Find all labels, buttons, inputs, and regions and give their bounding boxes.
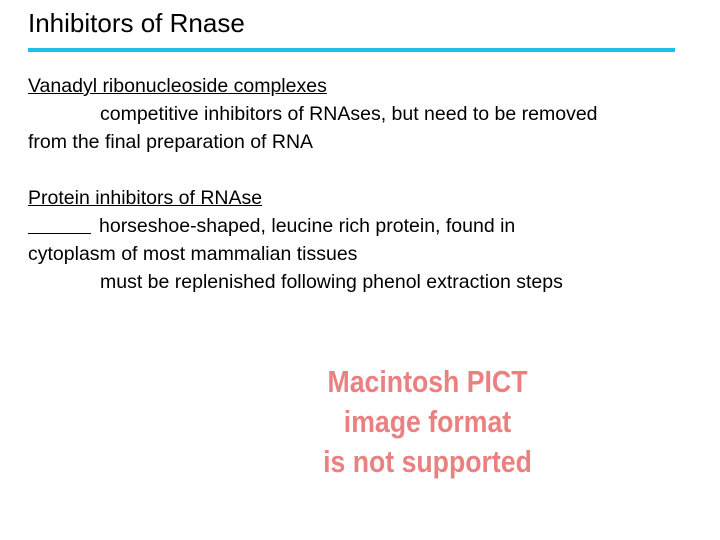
section-gap xyxy=(28,156,718,184)
title-underline-rule xyxy=(28,48,675,52)
slide-title: Inhibitors of Rnase xyxy=(28,8,245,38)
slide-body xyxy=(28,72,718,296)
vanadyl-text-line-1: competitive inhibitors of RNAses, but need to be removed xyxy=(100,103,598,125)
vanadyl-heading: Vanadyl ribonucleoside complexes xyxy=(28,75,327,97)
protein-heading-line xyxy=(28,184,718,212)
unsupported-image-placeholder xyxy=(322,362,533,482)
placeholder-line-1: Macintosh PICT xyxy=(327,364,528,399)
placeholder-line-3: is not supported xyxy=(323,444,532,479)
vanadyl-text-line-2: from the final preparation of RNA xyxy=(28,131,314,153)
protein-text-line-2: cytoplasm of most mammalian tissues xyxy=(28,243,358,265)
protein-heading: Protein inhibitors of RNAse xyxy=(28,187,263,209)
placeholder-line-2: image format xyxy=(343,404,512,439)
protein-text-line-3: must be replenished following phenol extraction steps xyxy=(100,271,563,293)
vanadyl-heading-line xyxy=(28,72,718,100)
protein-text-line-1: horseshoe-shaped, leucine rich protein, found in xyxy=(99,215,516,237)
protein-text-line-1-row xyxy=(28,212,718,240)
blank-underline xyxy=(28,233,91,234)
